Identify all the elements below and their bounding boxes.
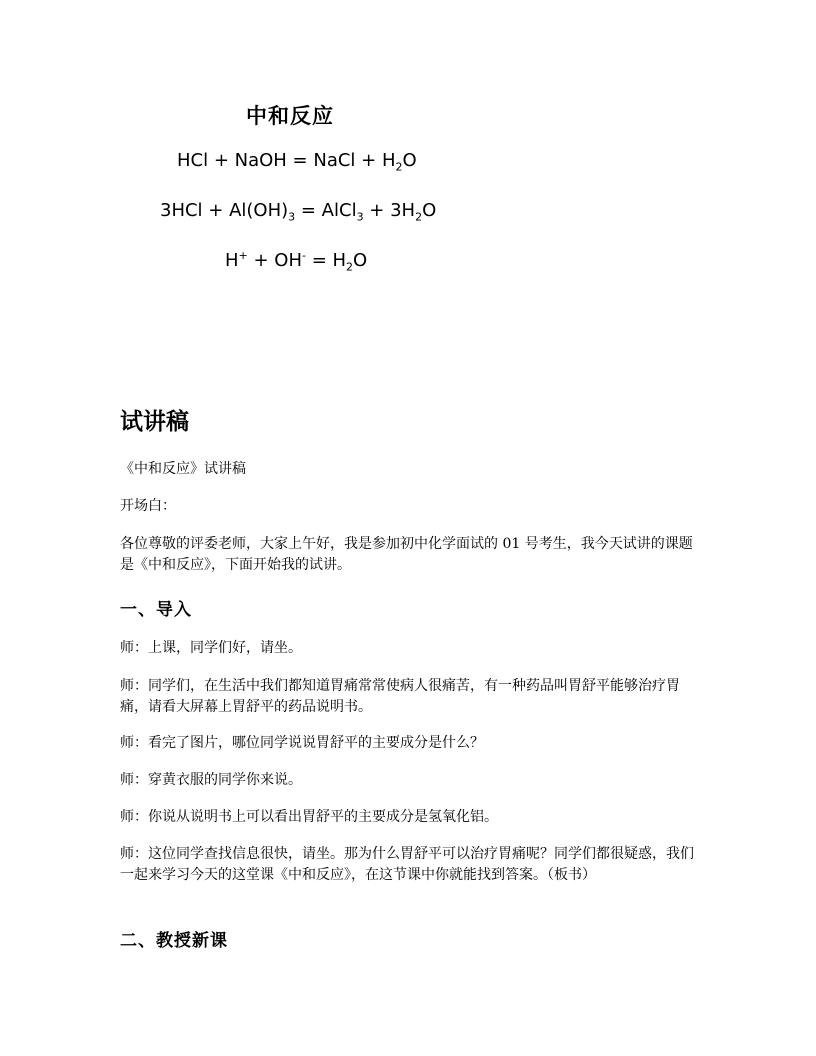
eq2-subscript-1: 3	[288, 210, 296, 224]
equation-ionic	[225, 249, 367, 274]
eq3-superscript-1: +	[238, 249, 248, 262]
eq2-part-c: + 3H	[363, 200, 416, 221]
eq1-part-b: O	[402, 150, 417, 171]
dialogue-line: 师：这位同学查找信息很快，请坐。那为什么胃舒平可以治疗胃痛呢？同学们都很疑惑，我们一起来学习今天的这堂课《中和反应》，在这节课中你就能找到答案。（板书）	[120, 846, 694, 883]
eq3-part-a: H	[225, 250, 239, 271]
equation-hcl-aloh3	[160, 200, 436, 224]
script-subtitle: 《中和反应》试讲稿	[120, 461, 246, 477]
eq2-part-a: 3HCl + Al(OH)	[160, 200, 289, 221]
section-1-title: 一、导入	[120, 600, 192, 620]
opening-label: 开场白：	[120, 498, 176, 514]
eq3-part-c: = H	[305, 250, 347, 271]
dialogue-line: 师：上课，同学们好，请坐。	[120, 640, 302, 656]
dialogue-line: 师：穿黄衣服的同学你来说。	[120, 772, 302, 788]
dialogue-line: 师：你说从说明书上可以看出胃舒平的主要成分是氢氧化铝。	[120, 809, 498, 825]
eq3-superscript-2: -	[302, 249, 306, 262]
eq2-part-b: = AlCl	[295, 200, 357, 221]
eq1-subscript: 2	[395, 160, 403, 174]
equation-hcl-naoh	[177, 150, 417, 174]
eq2-part-d: O	[422, 200, 437, 221]
dialogue-line: 师：看完了图片，哪位同学说说胃舒平的主要成分是什么？	[120, 735, 484, 751]
dialogue-line: 师：同学们，在生活中我们都知道胃痛常常使病人很痛苦，有一种药品叫胃舒平能够治疗胃痛，请看大屏幕上胃舒平的药品说明书。	[120, 678, 680, 715]
script-heading: 试讲稿	[120, 409, 189, 435]
board-title: 中和反应	[246, 104, 334, 128]
eq1-part-a: HCl + NaOH = NaCl + H	[177, 150, 396, 171]
eq2-subscript-2: 3	[356, 210, 364, 224]
eq3-part-b: + OH	[247, 250, 302, 271]
eq2-subscript-3: 2	[415, 210, 423, 224]
section-2-title: 二、教授新课	[120, 931, 228, 951]
eq3-part-d: O	[353, 250, 368, 271]
eq3-subscript: 2	[346, 260, 354, 274]
opening-paragraph: 各位尊敬的评委老师，大家上午好，我是参加初中化学面试的 01 号考生，我今天试讲的课题是《中和反应》，下面开始我的试讲。	[120, 536, 693, 573]
